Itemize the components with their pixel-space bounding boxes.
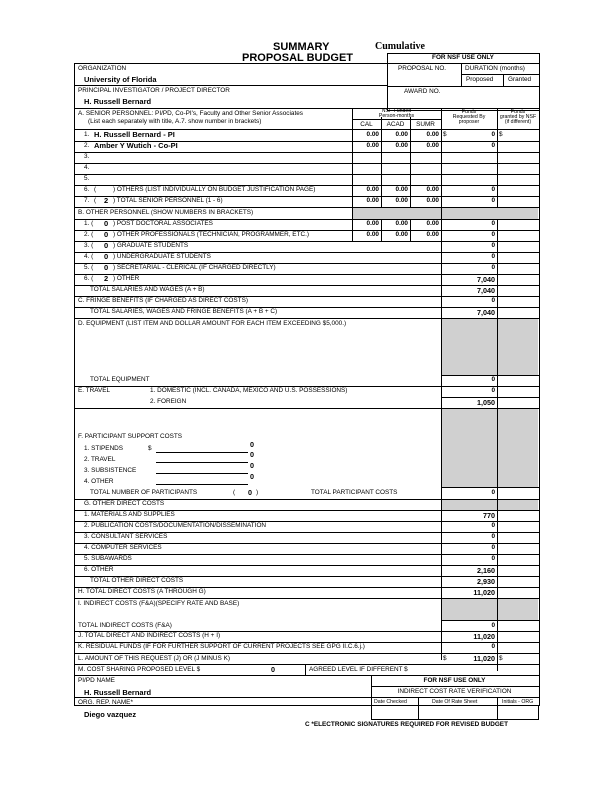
funds-requested-value: 0 — [491, 231, 495, 238]
total-participant-label: TOTAL PARTICIPANT COSTS — [311, 489, 398, 496]
org-rep-value: Diego vazquez — [84, 710, 137, 719]
other-direct-item: 3. CONSULTANT SERVICES — [84, 533, 168, 540]
row-number: 5. ( — [84, 264, 94, 271]
funds-requested-value: 0 — [491, 220, 495, 227]
funds-requested-value: 7,040 — [477, 275, 495, 284]
gray-cell — [353, 208, 441, 219]
other-participant-label: 4. OTHER — [84, 478, 114, 485]
row-number: 2. — [84, 142, 90, 149]
subsistence-value: 0 — [250, 461, 254, 470]
signatures-note: C *ELECTRONIC SIGNATURES REQUIRED FOR REVISED BUDGET — [305, 721, 508, 728]
row-number: 3. — [84, 153, 90, 160]
pi-label: PRINCIPAL INVESTIGATOR / PROJECT DIRECTOR — [78, 87, 230, 94]
cumulative-label: Cumulative — [375, 41, 425, 52]
acad-value: 0.00 — [395, 220, 408, 227]
acad-value: 0.00 — [395, 197, 408, 204]
funds-granted-header-3: (if different) — [504, 119, 532, 125]
total-indirect-label: TOTAL INDIRECT COSTS (F&A) — [78, 622, 172, 629]
other-personnel-label: ) OTHER PROFESSIONALS (TECHNICIAN, PROGRAMMER, ETC.) — [113, 231, 309, 238]
agreed-level-label: AGREED LEVEL IF DIFFERENT $ — [309, 666, 408, 673]
residual-funds-value: 0 — [491, 643, 495, 650]
total-senior-count: 2 — [104, 196, 109, 205]
funds-requested-value: 0 — [491, 242, 495, 249]
other-personnel-label: ) POST DOCTORAL ASSOCIATES — [113, 220, 213, 227]
funds-requested-header-1: Funds — [461, 109, 477, 115]
amount-request-value: 11,020 — [473, 654, 495, 663]
granted-label: Granted — [508, 76, 532, 83]
total-swfb-label: TOTAL SALARIES, WAGES AND FRINGE BENEFITS (A + B + C) — [90, 308, 278, 315]
travel-foreign-value: 1,050 — [477, 398, 495, 407]
other-direct-item: 4. COMPUTER SERVICES — [84, 544, 162, 551]
other-direct-value: 2,160 — [477, 566, 495, 575]
pipd-name-value: H. Russell Bernard — [84, 688, 152, 697]
other-personnel-label: ) UNDERGRADUATE STUDENTS — [113, 253, 211, 260]
total-direct-value: 11,020 — [473, 588, 495, 597]
travel-domestic-label: 1. DOMESTIC (INCL. CANADA, MEXICO AND U.S. POSSESSIONS) — [150, 387, 348, 394]
fringe-value: 0 — [491, 297, 495, 304]
travel-participant-label: 2. TRAVEL — [84, 456, 116, 463]
row-number: 1. ( — [84, 220, 94, 227]
funds-requested-value: 0 — [491, 253, 495, 260]
section-e-label: E. TRAVEL — [78, 387, 111, 394]
row-number: 5. — [84, 175, 90, 182]
funds-requested-value: 0 — [491, 197, 495, 204]
total-salaries-value: 7,040 — [477, 286, 495, 295]
organization-value: University of Florida — [84, 75, 157, 84]
proposed-label: Proposed — [466, 76, 494, 83]
travel-participant-value: 0 — [250, 450, 254, 459]
travel-foreign-label: 2. FOREIGN — [150, 398, 187, 405]
bracket-open: ( — [94, 197, 97, 204]
cal-value: 0.00 — [366, 186, 379, 193]
acad-header: ACAD — [386, 121, 405, 128]
other-direct-value: 0 — [491, 522, 495, 529]
acad-value: 0.00 — [395, 131, 408, 138]
section-g-label: G. OTHER DIRECT COSTS — [84, 500, 165, 507]
sumr-value: 0.00 — [426, 186, 439, 193]
section-b-label: B. OTHER PERSONNEL (SHOW NUMBERS IN BRACKETS) — [78, 209, 254, 216]
initials-label: Initials - ORG — [502, 699, 534, 705]
other-personnel-label: ) OTHER — [113, 275, 140, 282]
cal-value: 0.00 — [366, 197, 379, 204]
other-direct-item: 5. SUBAWARDS — [84, 555, 132, 562]
section-m-label: M. COST SHARING PROPOSED LEVEL $ — [78, 666, 201, 673]
acad-value: 0.00 — [395, 142, 408, 149]
gray-cell — [442, 500, 538, 510]
stipends-value: 0 — [250, 440, 254, 449]
senior-personnel-name: H. Russell Bernard - PI — [94, 130, 175, 139]
total-senior-label: ) TOTAL SENIOR PERSONNEL (1 - 6) — [113, 197, 223, 204]
total-participant-value: 0 — [491, 489, 495, 496]
acad-value: 0.00 — [395, 231, 408, 238]
other-personnel-label: ) GRADUATE STUDENTS — [113, 242, 189, 249]
num-participants-label: TOTAL NUMBER OF PARTICIPANTS — [90, 489, 198, 496]
dollar-sign: $ — [499, 131, 503, 138]
other-participant-value: 0 — [250, 472, 254, 481]
title-proposal-budget: PROPOSAL BUDGET — [242, 52, 354, 64]
section-c-label: C. FRINGE BENEFITS (IF CHARGED AS DIRECT COSTS) — [78, 297, 248, 304]
total-other-direct-label: TOTAL OTHER DIRECT COSTS — [90, 577, 184, 584]
person-months-label: Person-months — [378, 113, 415, 119]
count-value: 0 — [104, 263, 109, 272]
subsistence-label: 3. SUBSISTENCE — [84, 467, 137, 474]
title-summary: SUMMARY — [273, 41, 330, 53]
row-number: 4. ( — [84, 253, 94, 260]
funds-granted-header-2: granted by NSF — [499, 114, 537, 120]
gray-cell — [442, 409, 538, 487]
cal-value: 0.00 — [366, 131, 379, 138]
other-personnel-label: ) SECRETARIAL - CLERICAL (IF CHARGED DIRECTLY) — [113, 264, 276, 271]
dollar-sign: $ — [443, 131, 447, 138]
cal-value: 0.00 — [366, 142, 379, 149]
other-direct-value: 770 — [483, 511, 495, 520]
other-direct-item: 1. MATERIALS AND SUPPLIES — [84, 511, 175, 518]
date-checked-label: Date Checked — [374, 699, 407, 705]
award-no-label: AWARD NO. — [404, 88, 441, 95]
travel-domestic-value: 0 — [491, 387, 495, 394]
section-h-label: H. TOTAL DIRECT COSTS (A THROUGH G) — [78, 588, 206, 595]
sumr-value: 0.00 — [426, 197, 439, 204]
count-value: 0 — [104, 219, 109, 228]
total-swfb-value: 7,040 — [477, 308, 495, 317]
section-l-label: L. AMOUNT OF THIS REQUEST (J) OR (J MINUS K) — [78, 655, 230, 662]
cost-sharing-value: 0 — [271, 665, 275, 674]
row-number: 7. — [84, 197, 90, 204]
row-number: 6. — [84, 186, 90, 193]
section-f-label: F. PARTICIPANT SUPPORT COSTS — [78, 433, 183, 440]
num-participants-value: 0 — [248, 488, 252, 497]
other-direct-value: 0 — [491, 533, 495, 540]
section-d-label: D. EQUIPMENT (LIST ITEM AND DOLLAR AMOUNT FOR EACH ITEM EXCEEDING $5,000.) — [78, 320, 347, 327]
total-indirect-value: 0 — [491, 622, 495, 629]
other-direct-item: 2. PUBLICATION COSTS/DOCUMENTATION/DISSEMINATION — [84, 522, 267, 529]
total-direct-indirect-value: 11,020 — [473, 632, 495, 641]
bracket-open: ( — [233, 489, 236, 496]
proposal-no-label: PROPOSAL NO. — [398, 65, 447, 72]
funds-requested-header-2: Requested By — [452, 114, 486, 120]
dollar-sign: $ — [443, 655, 447, 662]
nsf-use-only-label: FOR NSF USE ONLY — [432, 54, 494, 61]
funds-requested-header-3: proposer — [458, 119, 480, 125]
date-rate-sheet-label: Date Of Rate Sheet — [432, 699, 478, 705]
row-number: 1. — [84, 131, 90, 138]
section-a-label: A. SENIOR PERSONNEL: PI/PD, Co-PI's, Faculty and Other Senior Associates — [78, 110, 303, 117]
funds-requested-value: 0 — [491, 186, 495, 193]
count-value: 0 — [104, 230, 109, 239]
row-number: 4. — [84, 164, 90, 171]
row-number: 2. ( — [84, 231, 94, 238]
gray-cell — [442, 208, 538, 219]
section-i-label: I. INDIRECT COSTS (F&A)(SPECIFY RATE AND BASE) — [78, 600, 240, 607]
acad-value: 0.00 — [395, 186, 408, 193]
sumr-header: SUMR — [416, 121, 435, 128]
cal-value: 0.00 — [366, 220, 379, 227]
count-value: 2 — [104, 274, 109, 283]
other-direct-value: 0 — [491, 544, 495, 551]
total-salaries-label: TOTAL SALARIES AND WAGES (A + B) — [90, 286, 205, 293]
nsf-use-only-footer: FOR NSF USE ONLY — [423, 677, 486, 684]
sumr-value: 0.00 — [426, 131, 439, 138]
others-label: ) OTHERS (LIST INDIVIDUALLY ON BUDGET JUSTIFICATION PAGE) — [113, 186, 316, 193]
total-equipment-value: 0 — [491, 376, 495, 383]
sumr-value: 0.00 — [426, 142, 439, 149]
count-value: 0 — [104, 252, 109, 261]
organization-label: ORGANIZATION — [78, 65, 127, 72]
bracket-close: ) — [256, 489, 259, 496]
count-value: 0 — [104, 241, 109, 250]
total-equipment-label: TOTAL EQUIPMENT — [90, 376, 150, 383]
funds-requested-value: 0 — [491, 142, 495, 149]
bracket-open: ( — [94, 186, 97, 193]
sumr-value: 0.00 — [426, 220, 439, 227]
pi-value: H. Russell Bernard — [84, 97, 152, 106]
duration-label: DURATION (months) — [465, 65, 525, 72]
stipends-label: 1. STIPENDS — [84, 445, 124, 452]
senior-personnel-name: Amber Y Wutich - Co-PI — [94, 141, 178, 150]
total-other-direct-value: 2,930 — [477, 577, 495, 586]
section-j-label: J. TOTAL DIRECT AND INDIRECT COSTS (H + I) — [78, 632, 221, 639]
other-direct-item: 6. OTHER — [84, 566, 114, 573]
funds-granted-header-1: Funds — [510, 109, 526, 115]
funds-requested-value: 0 — [491, 264, 495, 271]
funds-requested-value: 0 — [491, 131, 495, 138]
row-number: 3. ( — [84, 242, 94, 249]
pipd-name-label: PI/PD NAME — [78, 677, 115, 684]
section-a-sublabel: (List each separately with title, A.7. show number in brackets) — [88, 118, 262, 125]
nsf-funded-label: NSF Funded — [381, 108, 412, 114]
gray-cell — [442, 319, 538, 375]
org-rep-label: ORG. REP. NAME* — [78, 699, 133, 706]
other-direct-value: 0 — [491, 555, 495, 562]
indirect-verif-label: INDIRECT COST RATE VERIFICATION — [397, 688, 512, 695]
dollar-sign: $ — [499, 655, 503, 662]
cal-header: CAL — [360, 121, 373, 128]
gray-cell — [442, 599, 538, 620]
sumr-value: 0.00 — [426, 231, 439, 238]
cal-value: 0.00 — [366, 231, 379, 238]
row-number: 6. ( — [84, 275, 94, 282]
dollar-sign: $ — [148, 445, 152, 452]
section-k-label: K. RESIDUAL FUNDS (IF FOR FURTHER SUPPORT OF CURRENT PROJECTS SEE GPG II.C.6.j.) — [78, 643, 365, 650]
